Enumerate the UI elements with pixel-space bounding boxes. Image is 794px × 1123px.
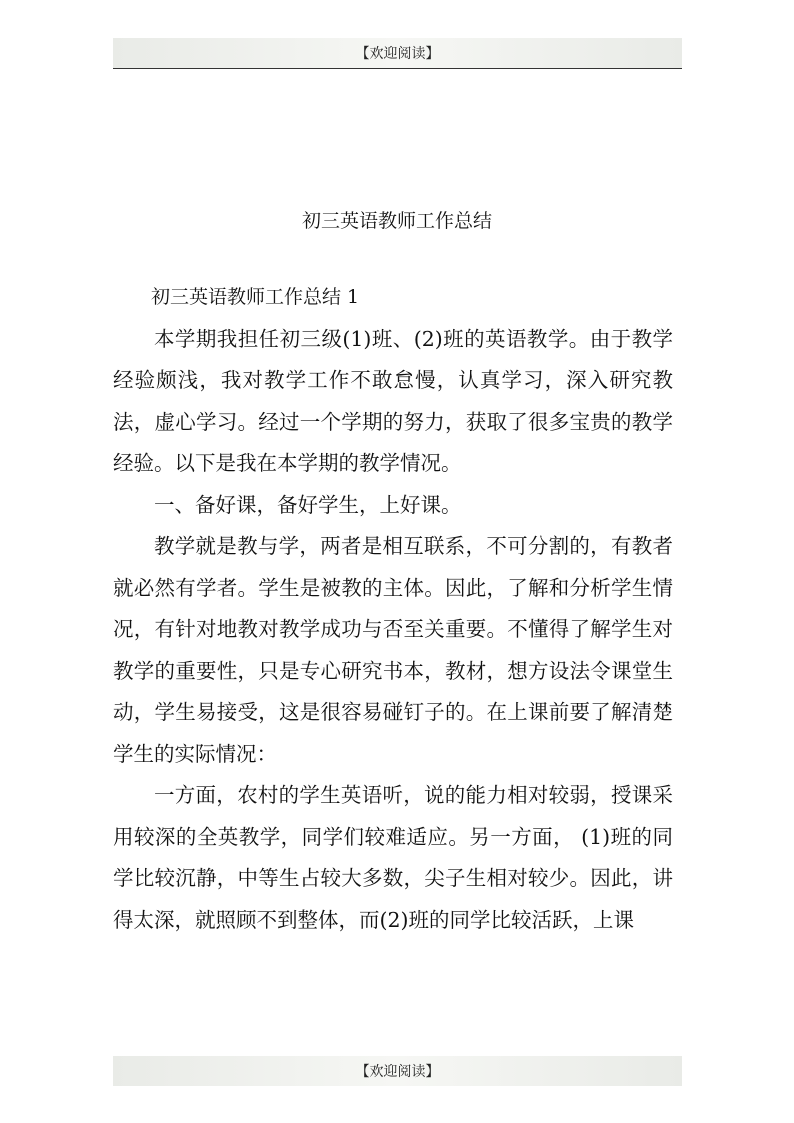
section-subtitle: 初三英语教师工作总结 1 <box>151 286 360 308</box>
document-title: 初三英语教师工作总结 <box>301 210 492 232</box>
paragraph-3: 教学就是教与学，两者是相互联系，不可分割的，有教者就必然有学者。学生是被教的主体。因此，了解和分析学生情况，有针对地教对教学成功与否至关重要。不懂得了解学生对教学的重要性，只是专心研究书本，教材，想方设法令课堂生动，学生易接受，这是很容易碰钉子的。在上课前要了解清楚学生的实际情况： <box>113 534 673 766</box>
paragraph-2: 一、备好课，备好学生，上好课。 <box>154 492 462 517</box>
header-label: 【欢迎阅读】 <box>355 46 440 62</box>
footer-banner <box>113 1056 682 1086</box>
paragraph-1: 本学期我担任初三级(1)班、(2)班的英语教学。由于教学经验颇浅，我对教学工作不敢怠慢，认真学习，深入研究教法，虚心学习。经过一个学期的努力，获取了很多宝贵的教学经验。以下是我在本学期的教学情况。 <box>113 326 673 475</box>
document-body <box>113 277 673 941</box>
paragraph-4: 一方面，农村的学生英语听，说的能力相对较弱，授课采用较深的全英教学，同学们较难适应。另一方面， (1)班的同学比较沉静，中等生占较大多数，尖子生相对较少。因此，讲得太深，就照顾不到整体，而(2)班的同学比较活跃，上课 <box>113 783 673 932</box>
footer-label: 【欢迎阅读】 <box>355 1064 440 1080</box>
header-banner <box>113 38 682 69</box>
